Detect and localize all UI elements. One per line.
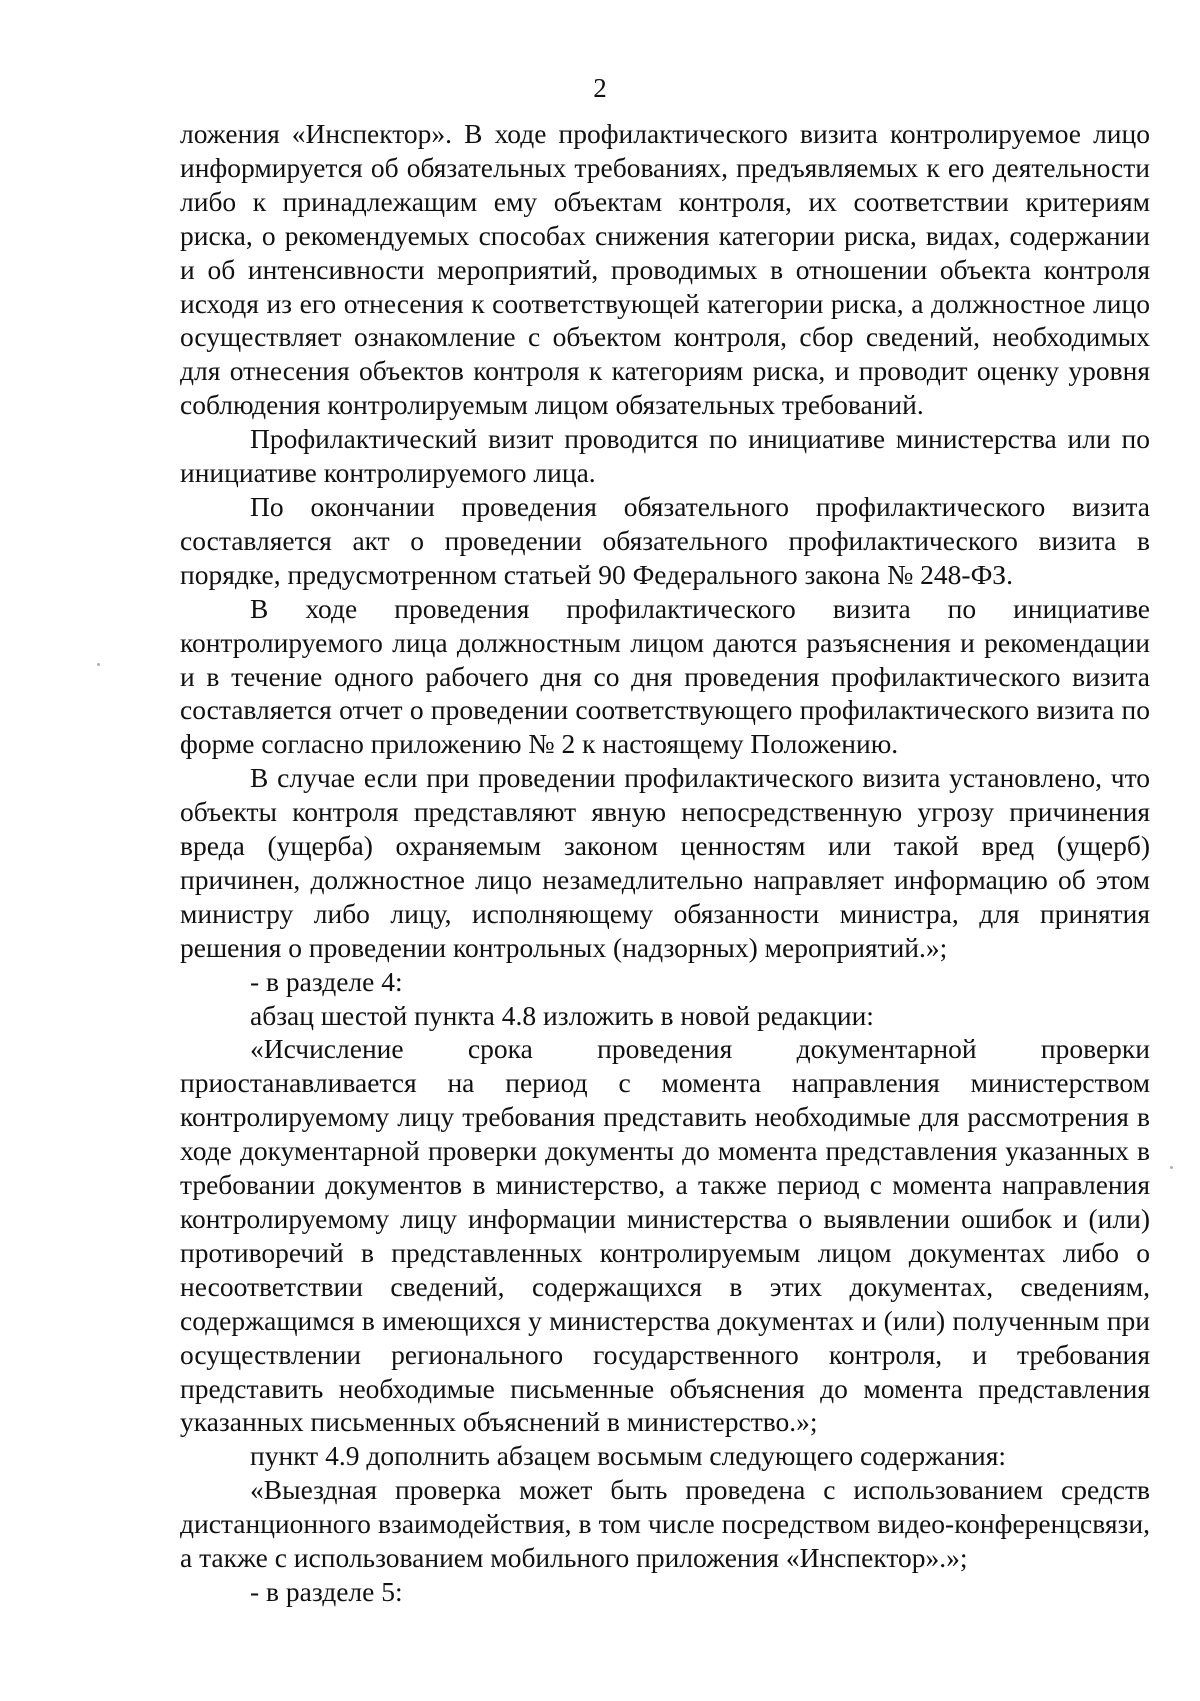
scan-artifact-dot [1170, 1166, 1173, 1169]
paragraph: ложения «Инспектор». В ходе профилактического визита контролируемое лицо информируется об обязательных требованиях, предъявляемых к его деятельности либо к принадлежащим ему объектам контроля, их соответствии критериям риска, о рекомендуемых способах снижения категории риска, видах, содержании и об интенсивности мероприятий, проводимых в отношении объекта контроля исходя из его отнесения к соответствующей категории риска, а должностное лицо осуществляет ознакомление с объектом контроля, сбор сведений, необходимых для отнесения объектов контроля к категориям риска, и проводит оценку уровня соблюдения контролируемым лицом обязательных требований. [180, 118, 1150, 421]
paragraph: абзац шестой пункта 4.8 изложить в новой редакции: [250, 999, 874, 1031]
paragraph: Профилактический визит проводится по инициативе министерства или по инициативе контролируемого лица. [180, 423, 1150, 489]
section-reference: - в разделе 5: [250, 1575, 403, 1607]
document-body [180, 117, 1150, 1609]
paragraph: В ходе проведения профилактического визита по инициативе контролируемого лица должностным лицом даются разъяснения и рекомендации и в течение одного рабочего дня со дня проведения профилактического визита составляется отчет о проведении соответствующего профилактического визита по форме согласно приложению № 2 к настоящему Положению. [180, 592, 1150, 760]
quoted-paragraph: «Выездная проверка может быть проведена с использованием средств дистанционного взаимодействия, в том числе посредством видео-конференцсвязи, а также с использованием мобильного приложения «Инспектор».»; [180, 1474, 1150, 1574]
page-number: 2 [593, 73, 607, 103]
paragraph: пункт 4.9 дополнить абзацем восьмым следующего содержания: [250, 1440, 1007, 1472]
paragraph: В случае если при проведении профилактического визита установлено, что объекты контроля представляют явную непосредственную угрозу причинения вреда (ущерба) охраняемым законом ценностям или такой вред (ущерб) причинен, должностное лицо незамедлительно направляет информацию об этом министру либо лицу, исполняющему обязанности министра, для принятия решения о проведении контрольных (надзорных) мероприятий.»; [180, 762, 1150, 963]
paragraph: По окончании проведения обязательного профилактического визита составляется акт о проведении обязательного профилактического визита в порядке, предусмотренном статьей 90 Федерального закона № 248-ФЗ. [180, 490, 1150, 590]
quoted-paragraph: «Исчисление срока проведения документарной проверки приостанавливается на период с момента направления министерством контролируемому лицу требования представить необходимые для рассмотрения в ходе документарной проверки документы до момента представления указанных в требовании документов в министерство, а также период с момента направления контролируемому лицу информации министерства о выявлении ошибок и (или) противоречий в представленных контролируемым лицом документах либо о несоответствии сведений, содержащихся в этих документах, сведениям, содержащимся в имеющихся у министерства документах и (или) полученным при осуществлении регионального государственного контроля, и требования представить необходимые письменные объяснения до момента представления указанных письменных объяснений в министерство.»; [180, 1033, 1150, 1438]
scan-artifact-dot [97, 663, 100, 666]
section-reference: - в разделе 4: [250, 965, 403, 997]
